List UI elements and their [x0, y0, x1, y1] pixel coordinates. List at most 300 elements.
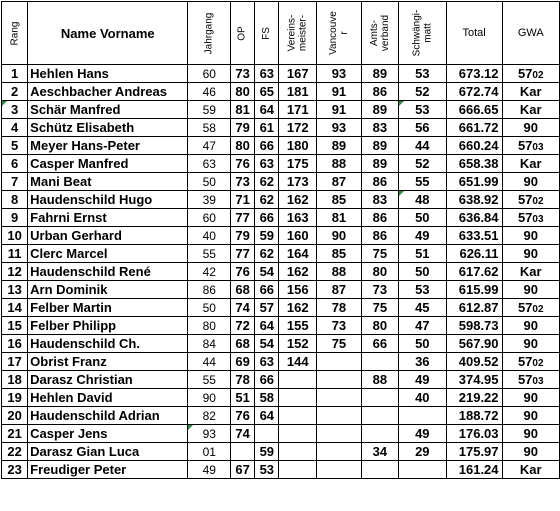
cell-name[interactable]: Haudenschild Adrian: [28, 407, 188, 425]
table-row: [2, 281, 560, 299]
cell-amtsverband[interactable]: 83: [361, 191, 398, 209]
cell-name[interactable]: Schütz Elisabeth: [28, 119, 188, 137]
cell-gwa[interactable]: [502, 371, 559, 389]
cell-vancouver[interactable]: 81: [317, 209, 362, 227]
cell-total[interactable]: 661.72: [446, 119, 502, 137]
cell-schwaengimatt[interactable]: 50: [398, 335, 446, 353]
cell-fs[interactable]: 58: [255, 389, 279, 407]
gwa-value: 57: [517, 138, 533, 153]
cell-rang[interactable]: 2: [2, 83, 28, 101]
cell-total[interactable]: 612.87: [446, 299, 502, 317]
gwa-value: 90: [523, 318, 538, 333]
cell-jahrgang[interactable]: 46: [188, 83, 231, 101]
cell-amtsverband[interactable]: [361, 353, 398, 371]
cell-vancouver[interactable]: 89: [317, 137, 362, 155]
cell-op[interactable]: 72: [231, 317, 255, 335]
cell-amtsverband[interactable]: 89: [361, 65, 398, 83]
cell-total[interactable]: 188.72: [446, 407, 502, 425]
cell-total[interactable]: 660.24: [446, 137, 502, 155]
cell-total[interactable]: 626.11: [446, 245, 502, 263]
cell-name[interactable]: Haudenschild René: [28, 263, 188, 281]
cell-fs[interactable]: 54: [255, 263, 279, 281]
cell-amtsverband[interactable]: [361, 461, 398, 479]
gwa-value: Kar: [519, 102, 542, 117]
cell-op[interactable]: 76: [231, 263, 255, 281]
cell-fs[interactable]: 66: [255, 209, 279, 227]
cell-total[interactable]: 666.65: [446, 101, 502, 119]
header-vereinsmeister[interactable]: Vereins- meister-: [279, 2, 317, 65]
cell-vereinsmeister[interactable]: 155: [279, 317, 317, 335]
cell-total[interactable]: 673.12: [446, 65, 502, 83]
cell-vereinsmeister[interactable]: 172: [279, 119, 317, 137]
cell-schwaengimatt[interactable]: 50: [398, 209, 446, 227]
cell-op[interactable]: 68: [231, 281, 255, 299]
cell-vereinsmeister[interactable]: 173: [279, 173, 317, 191]
cell-op[interactable]: 77: [231, 209, 255, 227]
cell-gwa[interactable]: [502, 209, 559, 227]
cell-amtsverband[interactable]: 86: [361, 209, 398, 227]
gwa-value: 57: [517, 66, 533, 81]
cell-name[interactable]: Obrist Franz: [28, 353, 188, 371]
cell-total[interactable]: 636.84: [446, 209, 502, 227]
gwa-suffix: 02: [532, 70, 544, 81]
cell-gwa[interactable]: [502, 443, 559, 461]
cell-vancouver[interactable]: 78: [317, 299, 362, 317]
cell-vancouver[interactable]: 85: [317, 245, 362, 263]
cell-rang[interactable]: 15: [2, 317, 28, 335]
cell-op[interactable]: 69: [231, 353, 255, 371]
table-row: [2, 389, 560, 407]
header-op[interactable]: OP: [231, 2, 255, 65]
cell-gwa[interactable]: [502, 173, 559, 191]
cell-jahrgang[interactable]: 58: [188, 119, 231, 137]
cell-vereinsmeister[interactable]: [279, 461, 317, 479]
cell-rang[interactable]: 22: [2, 443, 28, 461]
cell-gwa[interactable]: [502, 317, 559, 335]
cell-vereinsmeister[interactable]: [279, 371, 317, 389]
cell-fs[interactable]: 63: [255, 65, 279, 83]
cell-amtsverband[interactable]: [361, 407, 398, 425]
cell-vancouver[interactable]: 90: [317, 227, 362, 245]
cell-vancouver[interactable]: 88: [317, 263, 362, 281]
cell-op[interactable]: 68: [231, 335, 255, 353]
cell-op[interactable]: 74: [231, 425, 255, 443]
cell-rang[interactable]: 16: [2, 335, 28, 353]
cell-jahrgang[interactable]: 86: [188, 281, 231, 299]
cell-vereinsmeister[interactable]: 160: [279, 227, 317, 245]
cell-vancouver[interactable]: 87: [317, 281, 362, 299]
cell-total[interactable]: 374.95: [446, 371, 502, 389]
cell-total[interactable]: 633.51: [446, 227, 502, 245]
cell-gwa[interactable]: [502, 389, 559, 407]
cell-vancouver[interactable]: [317, 407, 362, 425]
cell-rang[interactable]: 6: [2, 155, 28, 173]
gwa-suffix: 02: [532, 304, 544, 315]
cell-total[interactable]: 615.99: [446, 281, 502, 299]
cell-gwa[interactable]: [502, 461, 559, 479]
cell-gwa[interactable]: [502, 299, 559, 317]
cell-rang[interactable]: 5: [2, 137, 28, 155]
header-row: [2, 2, 560, 65]
cell-vancouver[interactable]: 93: [317, 119, 362, 137]
cell-schwaengimatt[interactable]: 56: [398, 119, 446, 137]
cell-op[interactable]: [231, 443, 255, 461]
cell-op[interactable]: 74: [231, 299, 255, 317]
cell-op[interactable]: 79: [231, 227, 255, 245]
cell-gwa[interactable]: [502, 281, 559, 299]
header-amtsverband[interactable]: Amts- verband: [361, 2, 398, 65]
header-gwa[interactable]: GWA: [502, 2, 559, 65]
cell-fs[interactable]: 63: [255, 155, 279, 173]
cell-jahrgang[interactable]: 82: [188, 407, 231, 425]
ranking-table: [1, 1, 560, 479]
cell-vereinsmeister[interactable]: 181: [279, 83, 317, 101]
gwa-value: Kar: [519, 84, 542, 99]
cell-gwa[interactable]: [502, 425, 559, 443]
cell-vancouver[interactable]: [317, 425, 362, 443]
cell-op[interactable]: 78: [231, 371, 255, 389]
cell-vancouver[interactable]: [317, 353, 362, 371]
cell-jahrgang[interactable]: 80: [188, 317, 231, 335]
cell-vancouver[interactable]: [317, 443, 362, 461]
cell-schwaengimatt[interactable]: 55: [398, 173, 446, 191]
cell-vereinsmeister[interactable]: 162: [279, 263, 317, 281]
gwa-value: 57: [517, 210, 533, 225]
gwa-suffix: 03: [532, 376, 544, 387]
table-row: [2, 461, 560, 479]
cell-name[interactable]: Arn Dominik: [28, 281, 188, 299]
cell-vereinsmeister[interactable]: 175: [279, 155, 317, 173]
cell-fs[interactable]: 66: [255, 281, 279, 299]
cell-name[interactable]: Darasz Gian Luca: [28, 443, 188, 461]
table-row: [2, 353, 560, 371]
cell-gwa[interactable]: [502, 245, 559, 263]
cell-op[interactable]: 71: [231, 191, 255, 209]
cell-total[interactable]: 219.22: [446, 389, 502, 407]
cell-jahrgang[interactable]: 50: [188, 299, 231, 317]
cell-gwa[interactable]: [502, 101, 559, 119]
header-rang[interactable]: Rang: [2, 2, 28, 65]
table-row: [2, 83, 560, 101]
cell-schwaengimatt[interactable]: 52: [398, 83, 446, 101]
cell-name[interactable]: Darasz Christian: [28, 371, 188, 389]
cell-op[interactable]: 73: [231, 65, 255, 83]
cell-rang[interactable]: 23: [2, 461, 28, 479]
cell-vancouver[interactable]: 91: [317, 101, 362, 119]
cell-amtsverband[interactable]: 89: [361, 137, 398, 155]
cell-total[interactable]: 161.24: [446, 461, 502, 479]
cell-vereinsmeister[interactable]: 180: [279, 137, 317, 155]
cell-schwaengimatt[interactable]: 47: [398, 317, 446, 335]
cell-op[interactable]: 76: [231, 155, 255, 173]
gwa-value: 90: [523, 336, 538, 351]
cell-schwaengimatt[interactable]: 45: [398, 299, 446, 317]
cell-vancouver[interactable]: 75: [317, 335, 362, 353]
cell-rang[interactable]: 17: [2, 353, 28, 371]
cell-vancouver[interactable]: 91: [317, 83, 362, 101]
cell-vereinsmeister[interactable]: 152: [279, 335, 317, 353]
cell-total[interactable]: 651.99: [446, 173, 502, 191]
cell-schwaengimatt[interactable]: 29: [398, 443, 446, 461]
header-schwaengimatt[interactable]: Schwängi- matt: [398, 2, 446, 65]
cell-jahrgang[interactable]: 93: [188, 425, 231, 443]
header-name[interactable]: Name Vorname: [28, 2, 188, 65]
cell-vancouver[interactable]: 87: [317, 173, 362, 191]
cell-amtsverband[interactable]: 80: [361, 263, 398, 281]
gwa-value: 90: [523, 426, 538, 441]
cell-schwaengimatt[interactable]: 49: [398, 371, 446, 389]
cell-name[interactable]: Schär Manfred: [28, 101, 188, 119]
cell-jahrgang[interactable]: 84: [188, 335, 231, 353]
cell-jahrgang[interactable]: 42: [188, 263, 231, 281]
cell-op[interactable]: 67: [231, 461, 255, 479]
cell-name[interactable]: Casper Jens: [28, 425, 188, 443]
cell-vereinsmeister[interactable]: 156: [279, 281, 317, 299]
cell-op[interactable]: 79: [231, 119, 255, 137]
cell-jahrgang[interactable]: 90: [188, 389, 231, 407]
cell-name[interactable]: Haudenschild Ch.: [28, 335, 188, 353]
cell-vereinsmeister[interactable]: 164: [279, 245, 317, 263]
cell-gwa[interactable]: [502, 407, 559, 425]
cell-rang[interactable]: 3: [2, 101, 28, 119]
table-row: [2, 335, 560, 353]
cell-schwaengimatt[interactable]: 53: [398, 65, 446, 83]
cell-op[interactable]: 51: [231, 389, 255, 407]
cell-gwa[interactable]: [502, 191, 559, 209]
gwa-value: 90: [523, 408, 538, 423]
cell-vancouver[interactable]: [317, 371, 362, 389]
cell-fs[interactable]: 64: [255, 317, 279, 335]
gwa-value: 90: [523, 246, 538, 261]
cell-total[interactable]: 598.73: [446, 317, 502, 335]
cell-schwaengimatt[interactable]: [398, 407, 446, 425]
cell-total[interactable]: 409.52: [446, 353, 502, 371]
cell-gwa[interactable]: [502, 263, 559, 281]
cell-vancouver[interactable]: 85: [317, 191, 362, 209]
cell-fs[interactable]: 62: [255, 173, 279, 191]
cell-amtsverband[interactable]: [361, 425, 398, 443]
cell-fs[interactable]: 64: [255, 407, 279, 425]
cell-schwaengimatt[interactable]: 52: [398, 155, 446, 173]
cell-fs[interactable]: 64: [255, 101, 279, 119]
cell-schwaengimatt[interactable]: 49: [398, 425, 446, 443]
cell-schwaengimatt[interactable]: 49: [398, 227, 446, 245]
cell-name[interactable]: Hehlen Hans: [28, 65, 188, 83]
cell-op[interactable]: 77: [231, 245, 255, 263]
cell-op[interactable]: 81: [231, 101, 255, 119]
cell-gwa[interactable]: [502, 137, 559, 155]
cell-amtsverband[interactable]: 86: [361, 227, 398, 245]
cell-schwaengimatt[interactable]: [398, 461, 446, 479]
cell-vereinsmeister[interactable]: 171: [279, 101, 317, 119]
cell-fs[interactable]: 62: [255, 245, 279, 263]
table-row: [2, 317, 560, 335]
cell-jahrgang[interactable]: 40: [188, 227, 231, 245]
cell-rang[interactable]: 18: [2, 371, 28, 389]
cell-amtsverband[interactable]: 86: [361, 83, 398, 101]
cell-amtsverband[interactable]: 75: [361, 245, 398, 263]
cell-total[interactable]: 176.03: [446, 425, 502, 443]
cell-schwaengimatt[interactable]: 53: [398, 281, 446, 299]
cell-vereinsmeister[interactable]: 162: [279, 299, 317, 317]
gwa-value: 90: [523, 228, 538, 243]
cell-rang[interactable]: 14: [2, 299, 28, 317]
cell-total[interactable]: 638.92: [446, 191, 502, 209]
cell-jahrgang[interactable]: 49: [188, 461, 231, 479]
cell-gwa[interactable]: [502, 119, 559, 137]
cell-rang[interactable]: 20: [2, 407, 28, 425]
cell-total[interactable]: 567.90: [446, 335, 502, 353]
header-jahrgang[interactable]: Jahrgang: [188, 2, 231, 65]
cell-vancouver[interactable]: [317, 389, 362, 407]
cell-rang[interactable]: 10: [2, 227, 28, 245]
cell-name[interactable]: Freudiger Peter: [28, 461, 188, 479]
cell-fs[interactable]: 57: [255, 299, 279, 317]
cell-jahrgang[interactable]: 55: [188, 245, 231, 263]
cell-amtsverband[interactable]: 75: [361, 299, 398, 317]
cell-fs[interactable]: 62: [255, 191, 279, 209]
cell-rang[interactable]: 11: [2, 245, 28, 263]
cell-jahrgang[interactable]: 39: [188, 191, 231, 209]
cell-rang[interactable]: 21: [2, 425, 28, 443]
cell-vereinsmeister[interactable]: 167: [279, 65, 317, 83]
cell-fs[interactable]: 63: [255, 353, 279, 371]
cell-vereinsmeister[interactable]: 163: [279, 209, 317, 227]
cell-rang[interactable]: 9: [2, 209, 28, 227]
cell-jahrgang[interactable]: 63: [188, 155, 231, 173]
cell-schwaengimatt[interactable]: 53: [398, 101, 446, 119]
table-row: [2, 137, 560, 155]
cell-total[interactable]: 175.97: [446, 443, 502, 461]
gwa-value: Kar: [519, 156, 542, 171]
cell-jahrgang[interactable]: 47: [188, 137, 231, 155]
table-row: [2, 371, 560, 389]
cell-amtsverband[interactable]: 66: [361, 335, 398, 353]
gwa-suffix: 03: [532, 214, 544, 225]
cell-vancouver[interactable]: 73: [317, 317, 362, 335]
gwa-value: 90: [523, 174, 538, 189]
cell-name[interactable]: Casper Manfred: [28, 155, 188, 173]
cell-rang[interactable]: 13: [2, 281, 28, 299]
cell-gwa[interactable]: [502, 155, 559, 173]
cell-gwa[interactable]: [502, 335, 559, 353]
cell-schwaengimatt[interactable]: 36: [398, 353, 446, 371]
cell-schwaengimatt[interactable]: 50: [398, 263, 446, 281]
cell-fs[interactable]: 59: [255, 227, 279, 245]
header-fs[interactable]: FS: [255, 2, 279, 65]
cell-amtsverband[interactable]: 89: [361, 155, 398, 173]
cell-rang[interactable]: 8: [2, 191, 28, 209]
cell-op[interactable]: 76: [231, 407, 255, 425]
cell-vancouver[interactable]: [317, 461, 362, 479]
cell-gwa[interactable]: [502, 65, 559, 83]
cell-rang[interactable]: 19: [2, 389, 28, 407]
cell-fs[interactable]: 65: [255, 83, 279, 101]
cell-vereinsmeister[interactable]: 144: [279, 353, 317, 371]
cell-total[interactable]: 672.74: [446, 83, 502, 101]
cell-jahrgang[interactable]: 50: [188, 173, 231, 191]
cell-name[interactable]: Haudenschild Hugo: [28, 191, 188, 209]
cell-schwaengimatt[interactable]: 51: [398, 245, 446, 263]
cell-rang[interactable]: 1: [2, 65, 28, 83]
cell-amtsverband[interactable]: 89: [361, 101, 398, 119]
cell-fs[interactable]: 54: [255, 335, 279, 353]
table-row: [2, 299, 560, 317]
cell-jahrgang[interactable]: 60: [188, 65, 231, 83]
cell-gwa[interactable]: [502, 227, 559, 245]
cell-jahrgang[interactable]: 01: [188, 443, 231, 461]
cell-fs[interactable]: 53: [255, 461, 279, 479]
cell-vereinsmeister[interactable]: 162: [279, 191, 317, 209]
cell-name[interactable]: Fahrni Ernst: [28, 209, 188, 227]
cell-fs[interactable]: [255, 425, 279, 443]
cell-rang[interactable]: 12: [2, 263, 28, 281]
cell-name[interactable]: Mani Beat: [28, 173, 188, 191]
cell-schwaengimatt[interactable]: 48: [398, 191, 446, 209]
cell-gwa[interactable]: [502, 83, 559, 101]
header-total[interactable]: Total: [446, 2, 502, 65]
cell-jahrgang[interactable]: 44: [188, 353, 231, 371]
cell-rang[interactable]: 4: [2, 119, 28, 137]
cell-name[interactable]: Aeschbacher Andreas: [28, 83, 188, 101]
cell-vereinsmeister[interactable]: [279, 407, 317, 425]
cell-fs[interactable]: 59: [255, 443, 279, 461]
cell-op[interactable]: 73: [231, 173, 255, 191]
cell-op[interactable]: 80: [231, 137, 255, 155]
cell-vancouver[interactable]: 88: [317, 155, 362, 173]
gwa-value: Kar: [519, 264, 542, 279]
cell-jahrgang[interactable]: 55: [188, 371, 231, 389]
cell-op[interactable]: 80: [231, 83, 255, 101]
table-row: [2, 425, 560, 443]
cell-name[interactable]: Meyer Hans-Peter: [28, 137, 188, 155]
gwa-value: 57: [517, 300, 533, 315]
cell-schwaengimatt[interactable]: 44: [398, 137, 446, 155]
table-row: [2, 263, 560, 281]
cell-vancouver[interactable]: 93: [317, 65, 362, 83]
cell-name[interactable]: Felber Philipp: [28, 317, 188, 335]
cell-amtsverband[interactable]: 80: [361, 317, 398, 335]
cell-amtsverband[interactable]: 86: [361, 173, 398, 191]
cell-fs[interactable]: 61: [255, 119, 279, 137]
cell-amtsverband[interactable]: 34: [361, 443, 398, 461]
cell-name[interactable]: Urban Gerhard: [28, 227, 188, 245]
cell-jahrgang[interactable]: 60: [188, 209, 231, 227]
table-row: [2, 101, 560, 119]
cell-fs[interactable]: 66: [255, 137, 279, 155]
cell-jahrgang[interactable]: 59: [188, 101, 231, 119]
header-vancouver[interactable]: Vancouve r: [317, 2, 362, 65]
cell-vereinsmeister[interactable]: [279, 443, 317, 461]
cell-name[interactable]: Clerc Marcel: [28, 245, 188, 263]
cell-schwaengimatt[interactable]: 40: [398, 389, 446, 407]
gwa-value: 90: [523, 444, 538, 459]
gwa-value: 90: [523, 390, 538, 405]
cell-total[interactable]: 617.62: [446, 263, 502, 281]
cell-amtsverband[interactable]: 83: [361, 119, 398, 137]
cell-vereinsmeister[interactable]: [279, 389, 317, 407]
cell-gwa[interactable]: [502, 353, 559, 371]
cell-vereinsmeister[interactable]: [279, 425, 317, 443]
cell-amtsverband[interactable]: [361, 389, 398, 407]
cell-total[interactable]: 658.38: [446, 155, 502, 173]
cell-amtsverband[interactable]: 88: [361, 371, 398, 389]
cell-name[interactable]: Felber Martin: [28, 299, 188, 317]
cell-fs[interactable]: 66: [255, 371, 279, 389]
cell-name[interactable]: Hehlen David: [28, 389, 188, 407]
cell-amtsverband[interactable]: 73: [361, 281, 398, 299]
cell-rang[interactable]: 7: [2, 173, 28, 191]
